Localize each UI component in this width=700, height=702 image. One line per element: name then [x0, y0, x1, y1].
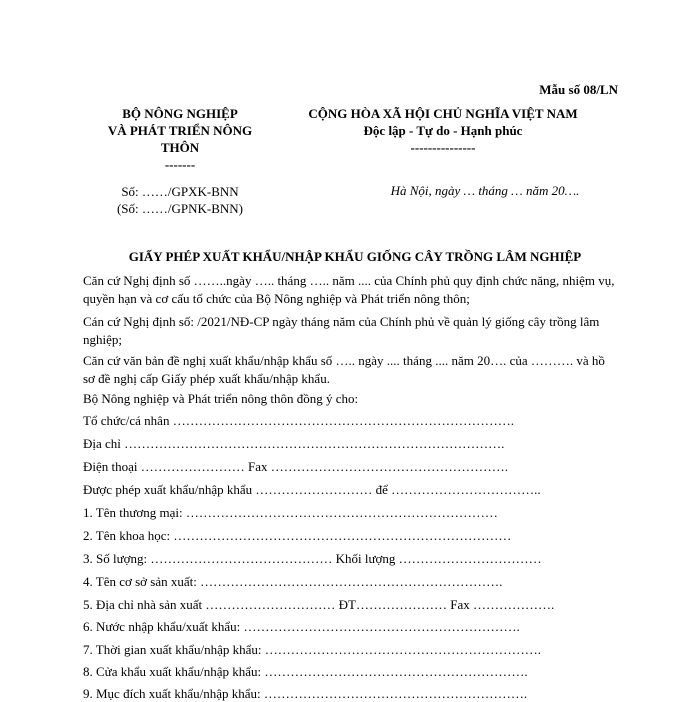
field-producer-address: 5. Địa chỉ nhà sản xuất ………………………… ĐT………………… Fax ……………….	[83, 597, 555, 612]
ministry-header	[95, 105, 265, 173]
document-title: GIẤY PHÉP XUẤT KHẨU/NHẬP KHẨU GIỐNG CÂY TRỒNG LÂM NGHIỆP	[128, 249, 582, 264]
ministry-line-1: BỘ NÔNG NGHIỆP	[122, 106, 238, 121]
field-phone-fax: Điện thoại …………………… Fax ……………………………………………….	[83, 459, 509, 474]
approval-line: Bộ Nông nghiệp và Phát triển nông thôn đồng ý cho:	[83, 391, 359, 406]
national-motto: Độc lập - Tự do - Hạnh phúc	[363, 123, 523, 138]
place-date: Hà Nội, ngày … tháng … năm 20….	[390, 183, 580, 198]
field-time: 7. Thời gian xuất khẩu/nhập khẩu: ……………………………………………………….	[83, 642, 541, 657]
field-permitted: Được phép xuất khẩu/nhập khẩu ……………………… để ……………………………..	[83, 482, 541, 497]
legal-basis-paragraph-1: Căn cứ Nghị định số ……..ngày ….. tháng ….. năm .... của Chính phủ quy định chức năng, nhiệm vụ, quyền hạn và cơ cấu tổ chức của Bộ Nông nghiệp và Phát triển nông thôn;	[83, 273, 615, 306]
field-country: 6. Nước nhập khẩu/xuất khẩu: ……………………………………………………….	[83, 619, 520, 634]
field-scientific-name: 2. Tên khoa học: ……………………………………………………………………	[83, 528, 512, 543]
ministry-line-3: THÔN	[160, 140, 200, 155]
field-trade-name: 1. Tên thương mại: ………………………………………………………………	[83, 505, 498, 520]
field-address: Địa chỉ …………………………………………………………………………….	[83, 436, 505, 451]
import-number: (Số: ……/GPNK-BNN)	[116, 201, 244, 216]
field-producer: 4. Tên cơ sở sản xuất: …………………………………………………………….	[83, 574, 503, 589]
form-number: Mẫu số 08/LN	[539, 82, 618, 97]
field-quantity: 3. Số lượng: …………………………………… Khối lượng ……………………………	[83, 551, 542, 566]
field-purpose: 9. Mục đích xuất khẩu/nhập khẩu: …………………………………………………….	[83, 686, 528, 701]
field-organization: Tổ chức/cá nhân …………………………………………………………………….	[83, 413, 514, 428]
national-title: CỘNG HÒA XÃ HỘI CHỦ NGHĨA VIỆT NAM	[308, 106, 578, 121]
legal-basis-paragraph-2: Cán cứ Nghị định số: /2021/NĐ-CP ngày tháng năm của Chính phủ về quản lý giống cây trồng lâm nghiệp;	[83, 314, 600, 347]
field-border-gate: 8. Cửa khẩu xuất khẩu/nhập khẩu: …………………………………………………….	[83, 664, 528, 679]
national-separator: ---------------	[410, 140, 476, 155]
document-number	[95, 183, 265, 217]
national-header	[278, 105, 608, 156]
legal-basis-paragraph-3: Căn cứ văn bản đề nghị xuất khẩu/nhập khẩu số ….. ngày .... tháng .... năm 20…. của ………. và hồ sơ đề nghị cấp Giấy phép xuất khẩu/nhập khẩu.	[83, 353, 605, 386]
ministry-line-2: VÀ PHÁT TRIỂN NÔNG	[107, 123, 253, 138]
ministry-separator: -------	[164, 157, 196, 172]
export-number: Số: ……/GPXK-BNN	[121, 184, 239, 199]
